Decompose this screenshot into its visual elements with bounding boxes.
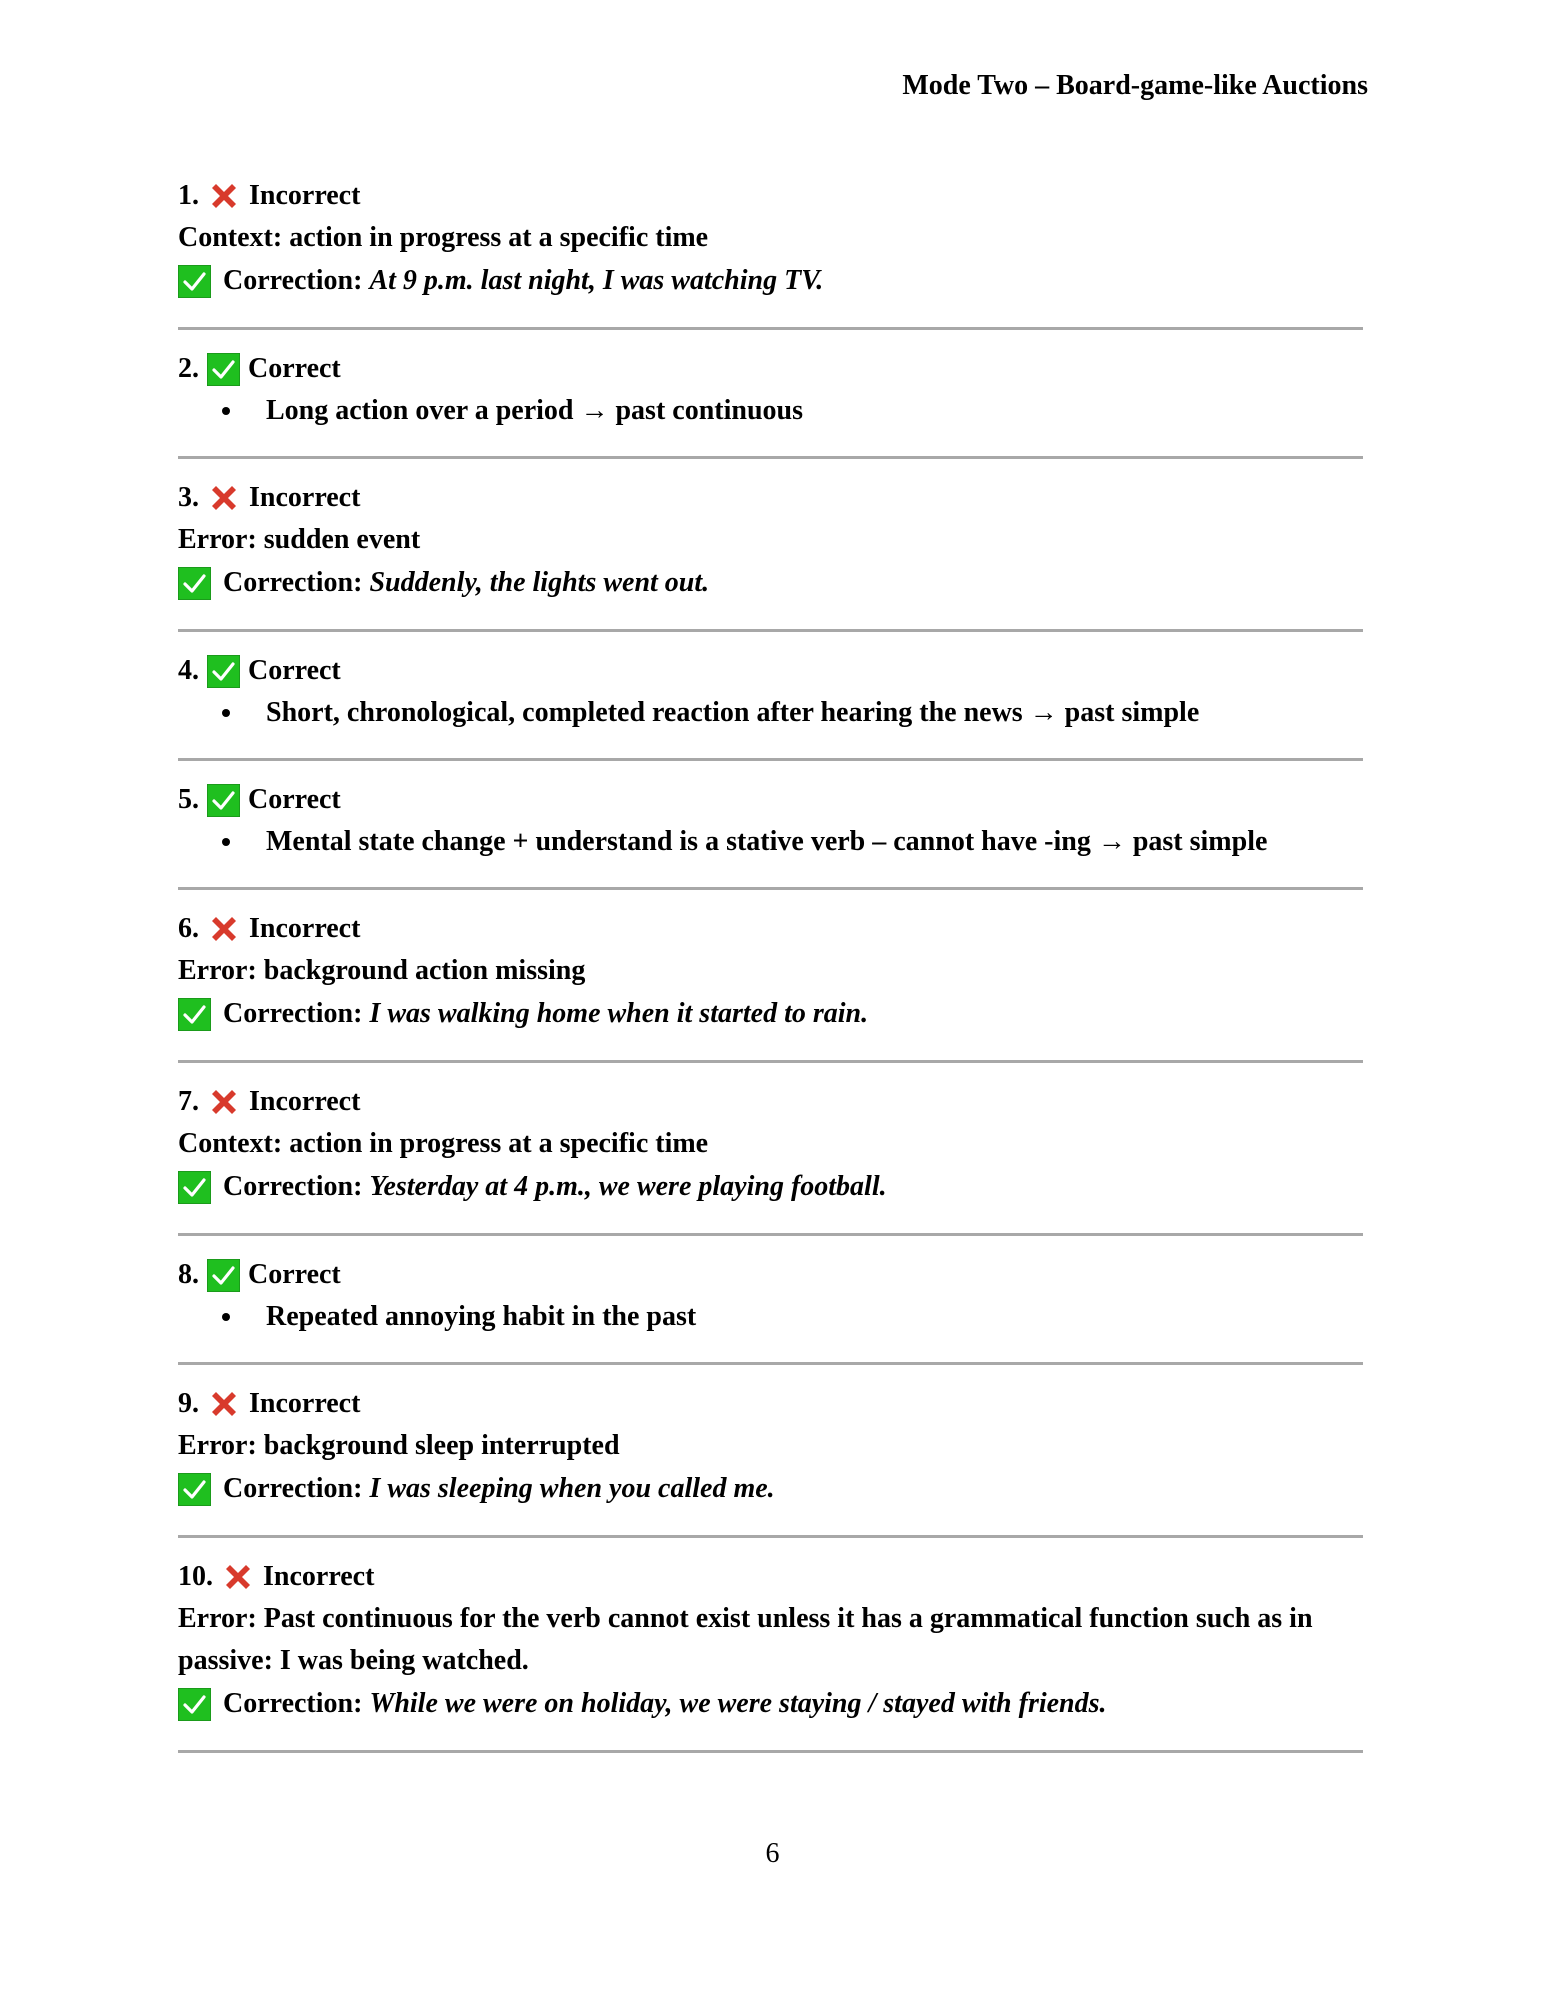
cross-mark-icon xyxy=(207,179,241,213)
answer-item-7 xyxy=(178,1081,1363,1236)
check-mark-icon xyxy=(178,1688,211,1721)
item-number: 8. xyxy=(178,1259,199,1290)
correction-text: At 9 p.m. last night, I was watching TV. xyxy=(369,265,824,296)
page-header-title: Mode Two – Board-game-like Auctions xyxy=(902,70,1368,101)
item-heading xyxy=(178,175,1363,217)
cross-mark-icon xyxy=(207,1387,241,1421)
answer-item-10 xyxy=(178,1556,1363,1753)
item-number: 4. xyxy=(178,655,199,686)
bullet-text: Long action over a period → past continuous xyxy=(266,395,803,426)
divider xyxy=(178,1060,1363,1063)
bullet-text: Short, chronological, completed reaction after hearing the news → past simple xyxy=(266,697,1200,728)
item-correction xyxy=(178,1682,1363,1726)
item-detail: Error: Past continuous for the verb cannot exist unless it has a grammatical function such as in passive: I was being watched. xyxy=(178,1603,1313,1676)
answer-item-1 xyxy=(178,175,1363,330)
item-bullet xyxy=(178,390,1363,432)
item-detail: Error: sudden event xyxy=(178,524,421,555)
divider xyxy=(178,887,1363,890)
correction-text: I was sleeping when you called me. xyxy=(369,1473,775,1504)
cross-mark-icon xyxy=(221,1560,255,1594)
item-status: Incorrect xyxy=(249,482,361,513)
bullet-dot-icon xyxy=(222,838,230,846)
cross-mark-icon xyxy=(207,1085,241,1119)
divider xyxy=(178,1750,1363,1753)
item-correction xyxy=(178,259,1363,303)
cross-mark-icon xyxy=(207,912,241,946)
item-bullet xyxy=(178,692,1363,734)
item-detail: Error: background sleep interrupted xyxy=(178,1430,620,1461)
item-detail: Context: action in progress at a specific time xyxy=(178,1128,709,1159)
correction-text: Suddenly, the lights went out. xyxy=(369,567,710,598)
correction-text: Yesterday at 4 p.m., we were playing football. xyxy=(369,1171,887,1202)
item-heading xyxy=(178,779,1363,821)
correction-label: Correction: xyxy=(223,567,363,598)
item-status: Incorrect xyxy=(263,1561,375,1592)
bullet-dot-icon xyxy=(222,1313,230,1321)
divider xyxy=(178,1535,1363,1538)
item-status: Incorrect xyxy=(249,1086,361,1117)
check-mark-icon xyxy=(207,1259,240,1292)
answer-key-list xyxy=(178,175,1363,1771)
divider xyxy=(178,1362,1363,1365)
item-status: Correct xyxy=(248,353,341,384)
bullet-text: Mental state change + understand is a stative verb – cannot have -ing → past simple xyxy=(266,826,1268,857)
item-number: 3. xyxy=(178,482,199,513)
item-detail: Context: action in progress at a specific time xyxy=(178,222,709,253)
item-detail: Error: background action missing xyxy=(178,955,586,986)
correction-text: While we were on holiday, we were staying / stayed with friends. xyxy=(369,1688,1107,1719)
answer-item-9 xyxy=(178,1383,1363,1538)
item-number: 2. xyxy=(178,353,199,384)
check-mark-icon xyxy=(207,655,240,688)
item-number: 7. xyxy=(178,1086,199,1117)
item-status: Correct xyxy=(248,784,341,815)
divider xyxy=(178,327,1363,330)
check-mark-icon xyxy=(178,998,211,1031)
item-bullet xyxy=(178,1296,1363,1338)
item-bullet xyxy=(178,821,1363,863)
item-correction xyxy=(178,1467,1363,1511)
correction-label: Correction: xyxy=(223,1688,363,1719)
check-mark-icon xyxy=(178,265,211,298)
check-mark-icon xyxy=(178,1473,211,1506)
check-mark-icon xyxy=(178,567,211,600)
bullet-dot-icon xyxy=(222,709,230,717)
bullet-text: Repeated annoying habit in the past xyxy=(266,1301,697,1332)
correction-label: Correction: xyxy=(223,265,363,296)
divider xyxy=(178,456,1363,459)
check-mark-icon xyxy=(207,353,240,386)
item-heading xyxy=(178,348,1363,390)
item-number: 5. xyxy=(178,784,199,815)
item-heading xyxy=(178,1556,1363,1598)
item-heading xyxy=(178,1254,1363,1296)
item-heading xyxy=(178,477,1363,519)
answer-item-6 xyxy=(178,908,1363,1063)
item-correction xyxy=(178,1165,1363,1209)
item-status: Correct xyxy=(248,655,341,686)
correction-text: I was walking home when it started to rain. xyxy=(369,998,869,1029)
divider xyxy=(178,758,1363,761)
item-number: 10. xyxy=(178,1561,213,1592)
item-number: 6. xyxy=(178,913,199,944)
item-heading xyxy=(178,1383,1363,1425)
divider xyxy=(178,1233,1363,1236)
check-mark-icon xyxy=(178,1171,211,1204)
correction-label: Correction: xyxy=(223,998,363,1029)
item-heading xyxy=(178,908,1363,950)
item-correction xyxy=(178,561,1363,605)
answer-item-3 xyxy=(178,477,1363,632)
item-status: Incorrect xyxy=(249,180,361,211)
check-mark-icon xyxy=(207,784,240,817)
correction-label: Correction: xyxy=(223,1473,363,1504)
item-number: 1. xyxy=(178,180,199,211)
cross-mark-icon xyxy=(207,481,241,515)
answer-item-4 xyxy=(178,650,1363,761)
answer-item-5 xyxy=(178,779,1363,890)
answer-item-2 xyxy=(178,348,1363,459)
item-status: Incorrect xyxy=(249,913,361,944)
item-status: Incorrect xyxy=(249,1388,361,1419)
correction-label: Correction: xyxy=(223,1171,363,1202)
page-number: 6 xyxy=(765,1838,780,1869)
answer-item-8 xyxy=(178,1254,1363,1365)
item-heading xyxy=(178,650,1363,692)
item-status: Correct xyxy=(248,1259,341,1290)
divider xyxy=(178,629,1363,632)
bullet-dot-icon xyxy=(222,407,230,415)
item-correction xyxy=(178,992,1363,1036)
item-number: 9. xyxy=(178,1388,199,1419)
item-heading xyxy=(178,1081,1363,1123)
